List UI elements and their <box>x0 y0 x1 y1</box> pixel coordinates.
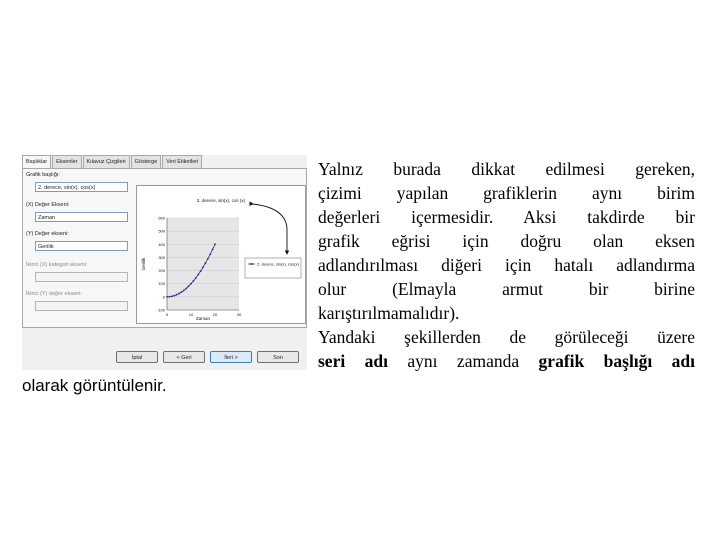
text-line: değerleri içermesidir. Aksi takdirde bir <box>318 207 695 227</box>
text-line: grafik eğrisi için doğru olan eksen <box>318 231 695 251</box>
explanation-paragraph <box>318 157 695 373</box>
x-tick-label: 0 <box>165 312 169 317</box>
data-point <box>197 274 199 276</box>
data-point <box>205 262 207 264</box>
legend-label: 2. derece, sin(x), cos(x) <box>257 261 299 267</box>
x-tick-label: 30 <box>236 312 242 317</box>
text-line: adlandırılması diğeri için hatalı adlandırma <box>318 255 695 275</box>
plot-area <box>167 218 239 310</box>
chart-title-emphasis: grafik başlığı adı <box>538 351 696 371</box>
finish-button[interactable]: Son <box>257 351 299 363</box>
x-axis-label: (X) Değer Ekseni: <box>26 202 70 208</box>
y-tick-label: 400 <box>158 241 165 247</box>
x-tick-label: 10 <box>188 312 194 317</box>
y-tick-label: 200 <box>158 268 165 274</box>
tab-axes[interactable]: Eksenler <box>52 155 81 168</box>
chart-title-field[interactable]: 2. derece, sin(x), cos(x) <box>35 182 128 192</box>
chart-preview-svg <box>137 186 305 323</box>
data-point <box>166 296 168 298</box>
data-point <box>195 277 197 279</box>
text-fragment: aynı zamanda <box>407 351 520 371</box>
legend <box>245 258 301 278</box>
tab-bar <box>22 155 203 168</box>
y-tick-label: 500 <box>158 228 165 234</box>
text-line: çizimi yapılan grafiklerin aynı birim <box>318 183 695 203</box>
data-point <box>214 243 216 245</box>
y-axis-title: Gerilik <box>141 257 146 271</box>
second-x-axis-field[interactable] <box>35 272 128 282</box>
data-point <box>193 280 195 282</box>
chart-title: 2. derece, sin(x), cos (x) <box>196 198 246 203</box>
y-tick-label: 600 <box>158 215 165 221</box>
annotation-arrow <box>253 204 287 254</box>
chart-wizard-dialog <box>22 155 307 370</box>
data-point <box>181 291 183 293</box>
y-axis-field[interactable]: Gerilik <box>35 241 128 251</box>
series-name-emphasis: seri adı <box>318 351 388 371</box>
data-point <box>190 283 192 285</box>
chart-title-label: Grafik başlığı: <box>26 172 60 178</box>
x-axis-field[interactable]: Zaman <box>35 212 128 222</box>
back-button[interactable]: < Geri <box>163 351 205 363</box>
y-tick-label: 100 <box>158 281 165 287</box>
data-point <box>188 285 190 287</box>
data-point <box>207 258 209 260</box>
text-line: olur (Elmayla armut bir birine <box>318 279 695 299</box>
text-line: Yalnız burada dikkat edilmesi gereken, <box>318 159 695 179</box>
next-button[interactable]: İleri > <box>210 351 252 363</box>
data-point <box>185 288 187 290</box>
second-y-axis-label: İkinci (Y) değer ekseni: <box>26 291 82 297</box>
data-point <box>178 293 180 295</box>
second-y-axis-field[interactable] <box>35 301 128 311</box>
data-point <box>171 295 173 297</box>
chart-preview <box>136 185 306 324</box>
text-line-emphasis <box>318 349 695 373</box>
y-tick-label: 300 <box>158 254 165 260</box>
tab-data-labels[interactable]: Veri Etiketleri <box>162 155 202 168</box>
y-axis-label: (Y) Değer ekseni: <box>26 231 69 237</box>
cancel-button[interactable]: İptal <box>116 351 158 363</box>
tab-legend[interactable]: Gösterge <box>131 155 162 168</box>
data-point <box>202 266 204 268</box>
continuation-text: olarak görüntülenir. <box>22 376 167 395</box>
tab-gridlines[interactable]: Kılavuz Çizgileri <box>83 155 130 168</box>
data-point <box>176 294 178 296</box>
data-point <box>209 253 211 255</box>
x-axis-title: Zaman <box>195 316 211 321</box>
data-point <box>212 249 214 251</box>
x-tick-label: 20 <box>212 312 218 317</box>
data-point <box>169 296 171 298</box>
y-tick-label: 0 <box>162 294 165 300</box>
data-point <box>183 290 185 292</box>
data-point <box>200 270 202 272</box>
text-line: karıştırılmamalıdır). <box>318 303 460 323</box>
second-x-axis-label: İkinci (X) kategori ekseni: <box>26 262 88 268</box>
tab-titles[interactable]: Başlıklar <box>22 155 51 169</box>
y-tick-label: -100 <box>156 307 165 313</box>
titles-panel <box>22 168 307 328</box>
text-line: Yandaki şekillerden de görüleceği üzere <box>318 327 695 347</box>
data-point <box>173 295 175 297</box>
